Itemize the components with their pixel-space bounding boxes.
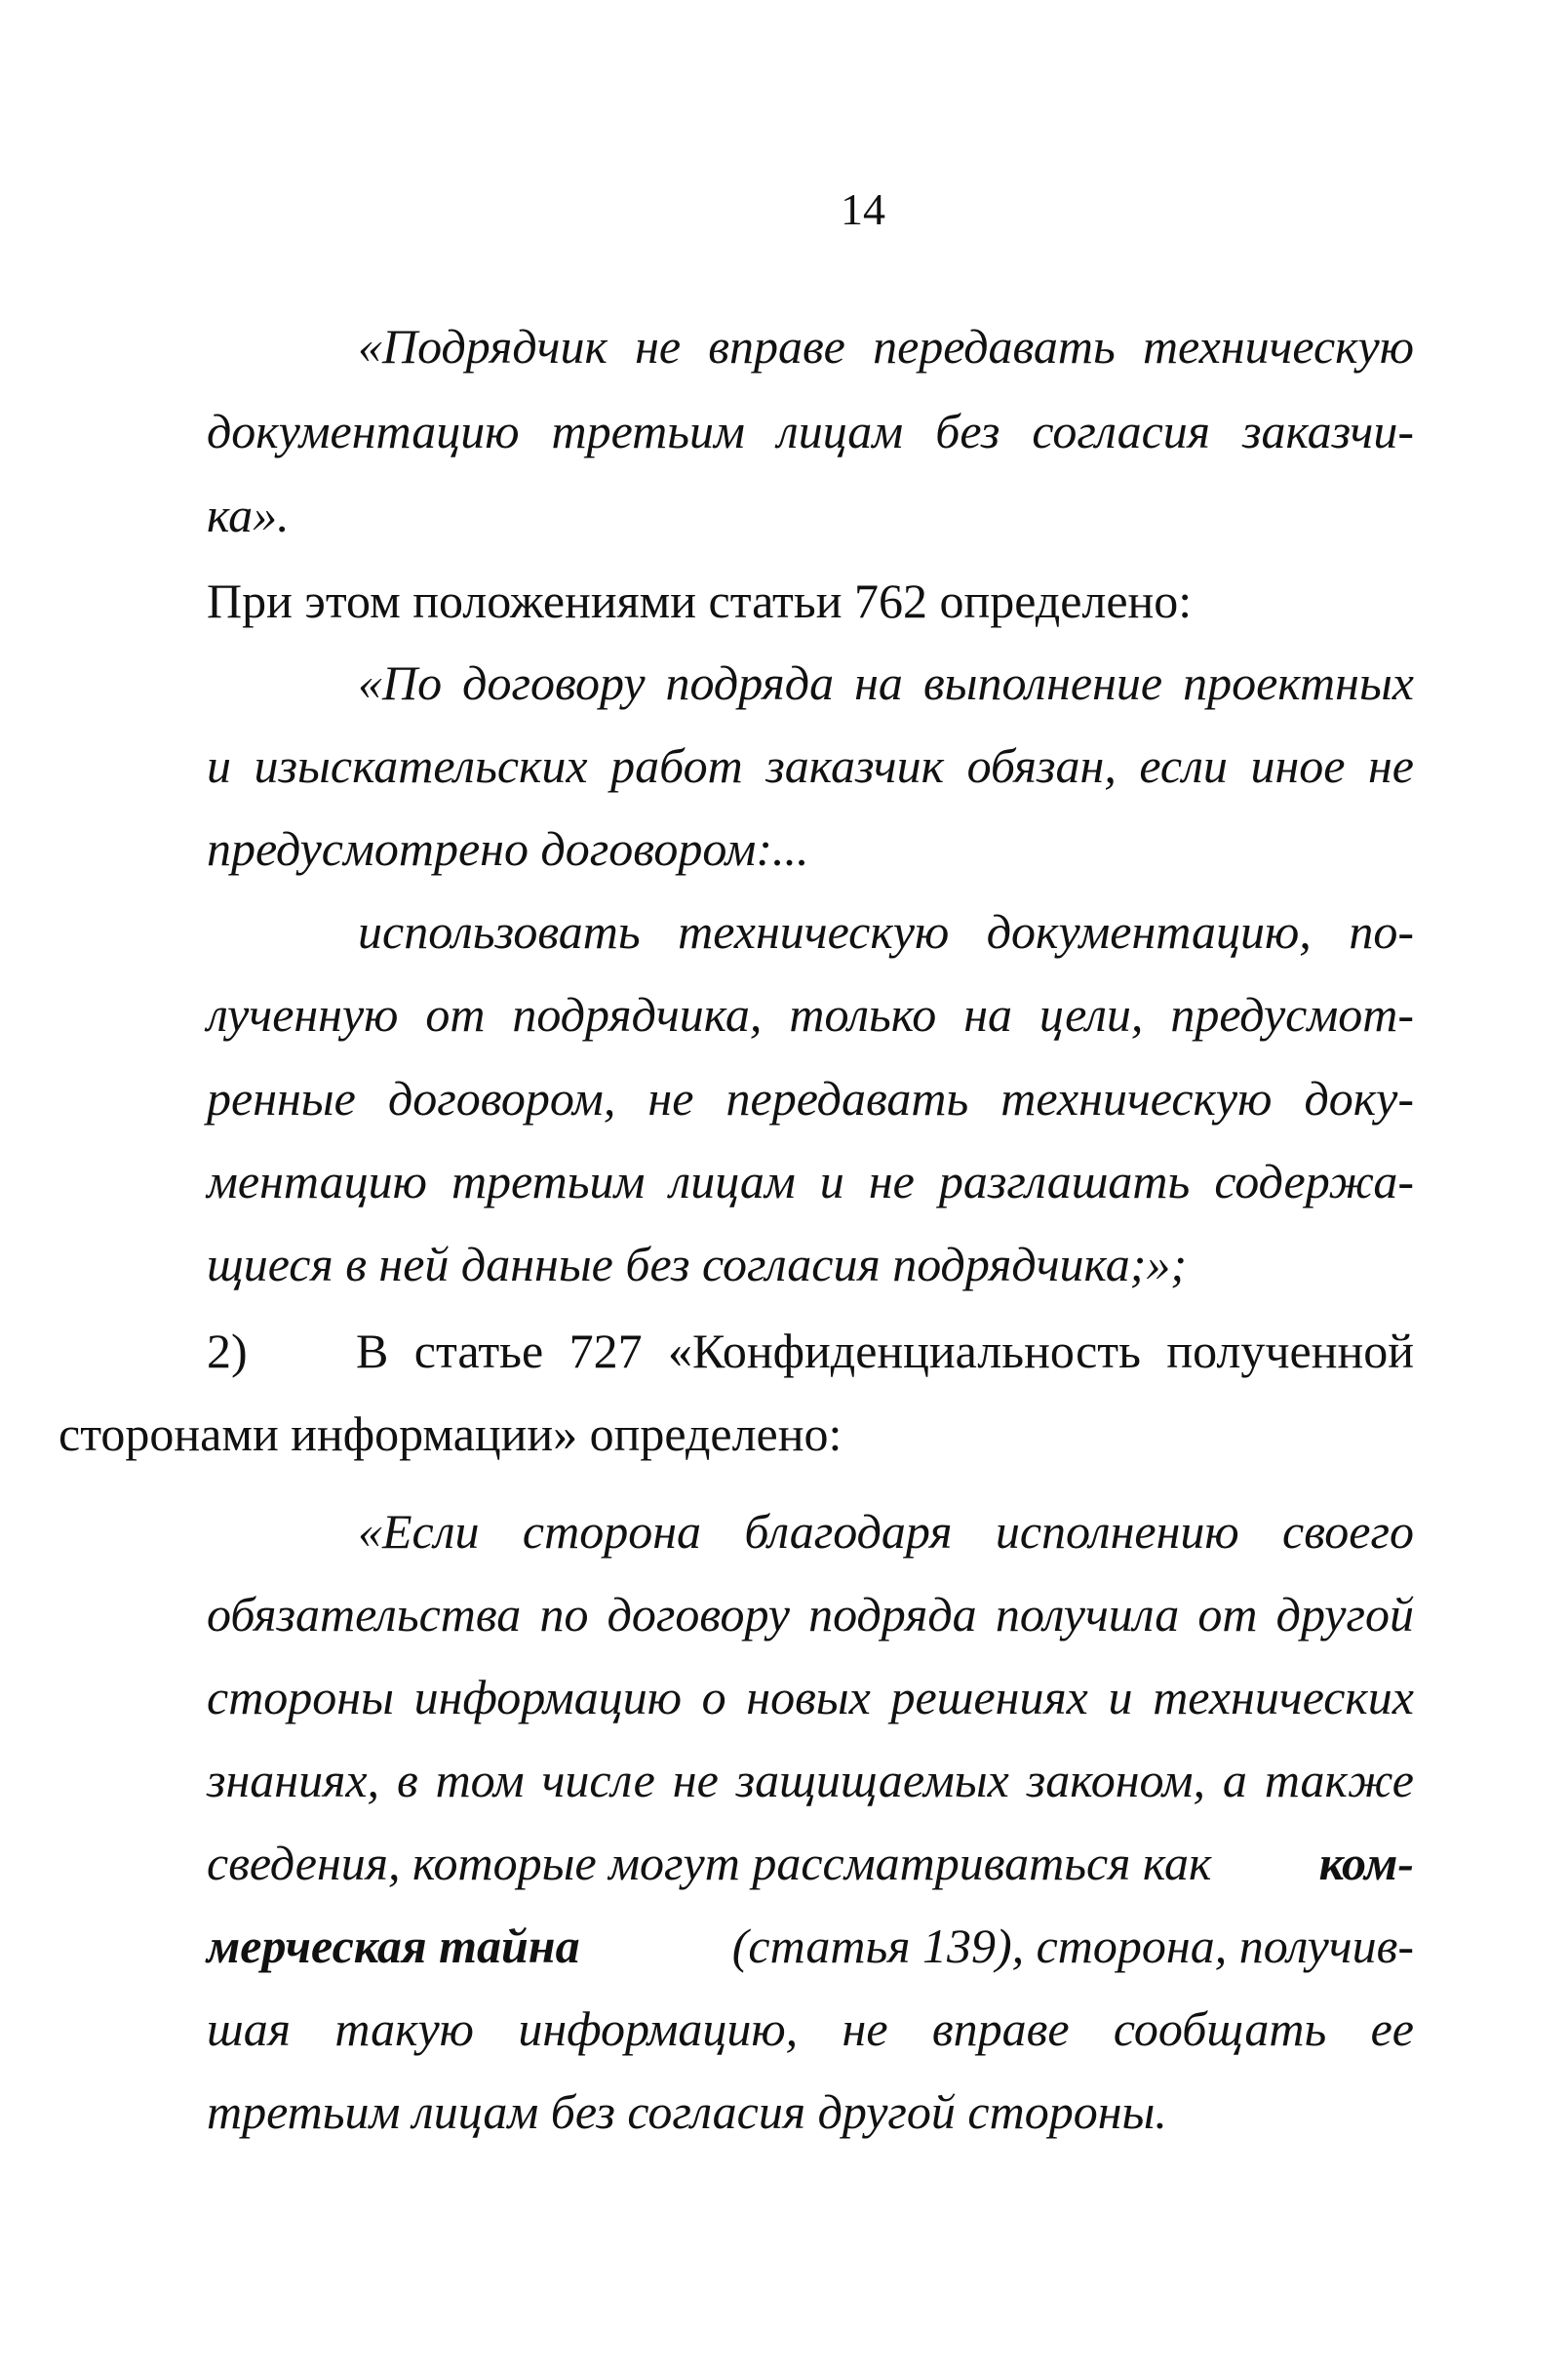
quote-line: использовать техническую документацию, по- [358, 904, 1414, 959]
quote-line: обязательства по договору подряда получила от другой [207, 1587, 1414, 1642]
quote-line: и изыскательских работ заказчик обязан, если иное не [207, 738, 1414, 793]
page-number: 14 [841, 184, 885, 234]
quote-line: ка». [207, 488, 290, 542]
quote-line: ментацию третьим лицам и не разглашать содержа- [207, 1154, 1414, 1208]
quote-text: сведения, которые могут рассматриваться как [207, 1836, 1212, 1890]
quote-line: третьим лицам без согласия другой стороны. [207, 2084, 1167, 2139]
quote-line: знаниях, в том числе не защищаемых законом, а также [207, 1753, 1414, 1807]
list-item-number: 2) [207, 1324, 248, 1378]
quote-line: шая такую информацию, не вправе сообщать ее [207, 2001, 1414, 2056]
quote-line: «По договору подряда на выполнение проектных [358, 655, 1414, 710]
quote-line: стороны информацию о новых решениях и технических [207, 1670, 1414, 1724]
quote-line: документацию третьим лицам без согласия заказчи- [207, 404, 1414, 458]
quote-line: предусмотрено договором:... [207, 821, 809, 876]
quote-line: «Если сторона благодаря исполнению своего [358, 1504, 1414, 1559]
quote-text: (статья 139), сторона, получив- [731, 1919, 1414, 1973]
paragraph-line: сторонами информации» определено: [59, 1406, 843, 1461]
paragraph-line: При этом положениями статьи 762 определено: [207, 574, 1193, 628]
quote-line: ренные договором, не передавать техническую доку- [207, 1071, 1414, 1126]
quote-line [207, 1917, 1414, 1975]
paragraph-line: В статье 727 «Конфиденциальность полученной [356, 1324, 1414, 1378]
quote-line: лученную от подрядчика, только на цели, предусмот- [207, 987, 1414, 1042]
quote-line: щиеся в ней данные без согласия подрядчика;»; [207, 1237, 1188, 1291]
bold-term: мерческая тайна [207, 1919, 580, 1973]
quote-line [207, 1834, 1414, 1892]
quote-line: «Подрядчик не вправе передавать техническую [358, 319, 1414, 374]
bold-term: ком- [1318, 1836, 1414, 1890]
